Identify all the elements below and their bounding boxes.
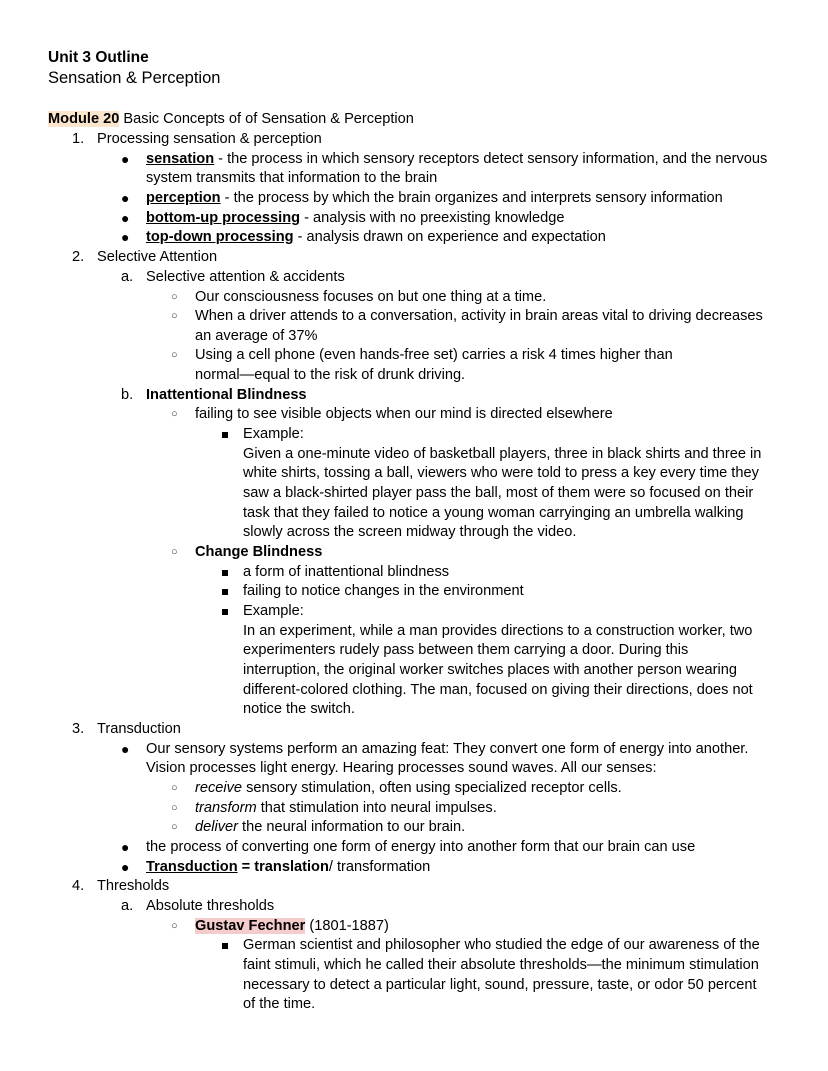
list-item (146, 189, 723, 209)
example-label: Example: (243, 603, 304, 619)
emphasis: deliver (195, 819, 238, 835)
list-item: Using a cell phone (even hands-free set) carries a risk 4 times higher than (195, 347, 673, 363)
doc-title: Unit 3 Outline (48, 49, 149, 66)
example-line: interruption, the original worker switches places with another person wearing (243, 662, 738, 678)
bullet-disc-icon: ● (121, 741, 130, 757)
bullet-disc-icon: ● (121, 151, 130, 167)
section-number: 4. (72, 878, 85, 894)
bullet-circle-icon: ○ (171, 291, 178, 303)
module-label: Module 20 (48, 111, 120, 127)
desc-line: of the time. (243, 996, 316, 1012)
bullet-circle-icon: ○ (171, 920, 178, 932)
sub-letter: a. (121, 269, 134, 285)
bold-text: = translation (237, 859, 329, 875)
emphasis: receive (195, 780, 243, 796)
list-item: the process of converting one form of energy into another form that our brain can use (146, 839, 696, 855)
example-line: task that they failed to notice a young woman carryinging an umbrella walking (243, 505, 744, 521)
section-heading: Thresholds (97, 878, 170, 894)
bullet-square-icon (222, 425, 228, 445)
module-title: Basic Concepts of of Sensation & Perception (123, 111, 414, 127)
bullet-circle-icon: ○ (171, 546, 178, 558)
emphasis: transform (195, 800, 257, 816)
sub-letter: a. (121, 898, 134, 914)
term: bottom-up processing (146, 210, 301, 226)
list-item (195, 917, 389, 937)
section-number: 1. (72, 131, 85, 147)
section-heading: Processing sensation & perception (97, 131, 322, 147)
desc-line: faint stimuli, which he called their absolute thresholds—the minimum stimulation (243, 957, 759, 973)
module-heading (48, 110, 414, 130)
bullet-circle-icon: ○ (171, 802, 178, 814)
bullet-square-icon (222, 563, 228, 583)
list-item (146, 858, 430, 878)
desc-line: German scientist and philosopher who studied the edge of our awareness of the (243, 937, 760, 953)
definition: - the process by which the brain organizes and interprets sensory information (220, 190, 723, 206)
bullet-circle-icon: ○ (171, 310, 178, 322)
term: top-down processing (146, 229, 294, 245)
list-item: Our sensory systems perform an amazing feat: They convert one form of energy into another. (146, 741, 749, 757)
list-item (195, 799, 497, 819)
list-item: failing to see visible objects when our mind is directed elsewhere (195, 406, 613, 422)
list-item: When a driver attends to a conversation, activity in brain areas vital to driving decreases (195, 308, 763, 324)
list-item-cont: system transmits that information to the brain (146, 170, 438, 186)
bullet-circle-icon: ○ (171, 782, 178, 794)
bullet-circle-icon: ○ (171, 821, 178, 833)
bullet-disc-icon: ● (121, 190, 130, 206)
example-line: white shirts, tossing a ball, viewers who were told to press a key every time they (243, 465, 759, 481)
example-line: saw a black-shirted player pass the ball, most of them were so focused on their (243, 485, 754, 501)
text: / transformation (328, 859, 431, 875)
sub-heading: Selective attention & accidents (146, 269, 345, 285)
example-label: Example: (243, 426, 304, 442)
years: (1801-1887) (305, 918, 389, 934)
list-item: a form of inattentional blindness (243, 564, 450, 580)
text: the neural information to our brain. (238, 819, 466, 835)
list-item (195, 818, 465, 838)
sub-heading: Absolute thresholds (146, 898, 275, 914)
bullet-disc-icon: ● (121, 229, 130, 245)
desc-line: necessary to detect a particular light, sound, pressure, taste, or odor 50 percent (243, 977, 757, 993)
bullet-square-icon (222, 936, 228, 956)
example-line: slowly across the screen midway through the video. (243, 524, 577, 540)
list-item-cont: an average of 37% (195, 328, 318, 344)
list-item-cont: Vision processes light energy. Hearing processes sound waves. All our senses: (146, 760, 657, 776)
section-heading: Transduction (97, 721, 181, 737)
bullet-disc-icon: ● (121, 839, 130, 855)
text: that stimulation into neural impulses. (256, 800, 497, 816)
example-line: notice the switch. (243, 701, 355, 717)
term: sensation (146, 151, 215, 167)
bullet-circle-icon: ○ (171, 408, 178, 420)
change-blindness-heading: Change Blindness (195, 544, 323, 560)
bullet-square-icon (222, 602, 228, 622)
term: perception (146, 190, 221, 206)
list-item (195, 779, 622, 799)
bullet-circle-icon: ○ (171, 349, 178, 361)
list-item (146, 228, 606, 248)
section-number: 3. (72, 721, 85, 737)
example-line: Given a one-minute video of basketball players, three in black shirts and three in (243, 446, 762, 462)
section-heading: Selective Attention (97, 249, 218, 265)
list-item-cont: normal—equal to the risk of drunk driving. (195, 367, 466, 383)
list-item (146, 209, 565, 229)
example-line: different-colored clothing. The man, focused on giving their directions, does not (243, 682, 753, 698)
example-line: In an experiment, while a man provides directions to a construction worker, two (243, 623, 753, 639)
text: sensory stimulation, often using specialized receptor cells. (242, 780, 622, 796)
list-item: Our consciousness focuses on but one thing at a time. (195, 289, 547, 305)
bullet-disc-icon: ● (121, 859, 130, 875)
example-line: experimenters rudely pass between them carrying a door. During this (243, 642, 689, 658)
list-item: failing to notice changes in the environment (243, 583, 524, 599)
list-item (146, 150, 767, 170)
term: Transduction (146, 859, 238, 875)
sub-letter: b. (121, 387, 134, 403)
bullet-square-icon (222, 582, 228, 602)
definition: - analysis drawn on experience and expectation (293, 229, 606, 245)
definition: - the process in which sensory receptors detect sensory information, and the nervous (214, 151, 768, 167)
definition: - analysis with no preexisting knowledge (300, 210, 565, 226)
person-name: Gustav Fechner (195, 918, 306, 934)
bullet-disc-icon: ● (121, 210, 130, 226)
doc-subtitle: Sensation & Perception (48, 69, 221, 87)
sub-heading: Inattentional Blindness (146, 387, 307, 403)
section-number: 2. (72, 249, 85, 265)
